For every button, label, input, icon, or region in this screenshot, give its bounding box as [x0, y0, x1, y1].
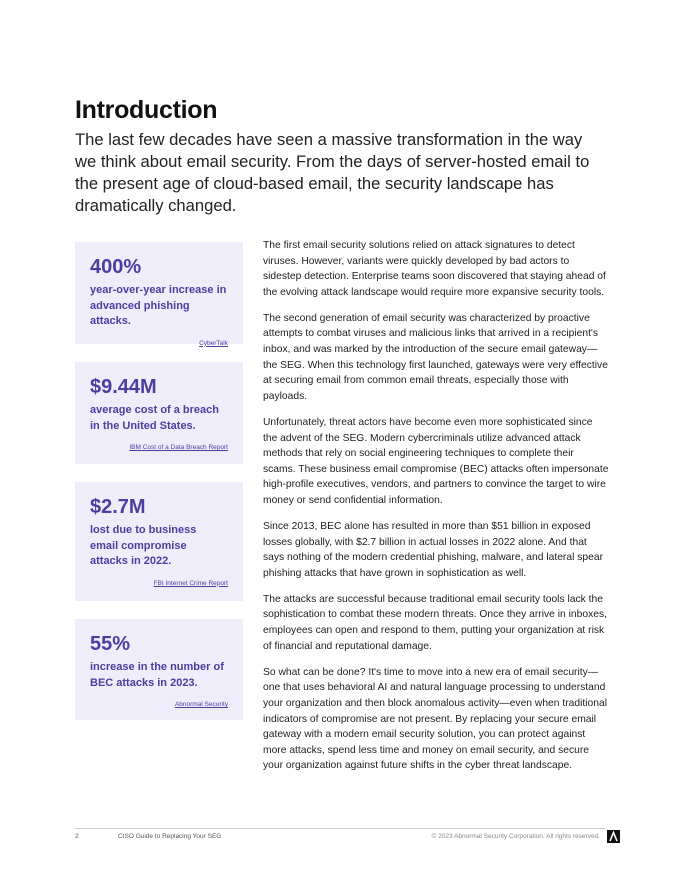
- stat-card-bec-increase: [75, 619, 243, 720]
- body-paragraph: The first email security solutions relied on attack signatures to detect viruses. However, variants were quickly developed by bad actors to sidestep detection. Enterprise teams soon discovered that staying ahead of the evolving attack landscape would require more expansive security tools.: [263, 240, 606, 298]
- body-text-column: [263, 238, 609, 784]
- body-paragraph: The second generation of email security was characterized by proactive attempts to combat viruses and malicious links that arrived in a recipient's inbox, and was marked by the introduction of the secure email gateway—the SEG. When this technology first launched, gateways were very effective at securing email from common email threats, especially those with payloads.: [263, 312, 608, 402]
- stat-value: 400%: [90, 256, 142, 278]
- stat-description: average cost of a breach in the United States.: [90, 404, 220, 432]
- body-paragraph: So what can be done? It's time to move into a new era of email security—one that uses behavioral AI and natural language processing to understand your organization and then block anomalous activity—even when traditional indicators of compromise are not present. By replacing your secure email gateway with a modern email security solution, you can protect against more attacks, spend less time and money on email security, and secure your organization against future shifts in the cyber threat landscape.: [263, 666, 608, 772]
- footer-divider: [75, 828, 605, 829]
- stat-card-phishing: [75, 242, 243, 347]
- stat-source-link[interactable]: FBI Internet Crime Report: [153, 579, 228, 587]
- footer-copyright: © 2023 Abnormal Security Corporation. All rights reserved.: [431, 833, 600, 840]
- footer-document-title: CISO Guide to Replacing Your SEG: [118, 833, 222, 840]
- intro-lead: The last few decades have seen a massive transformation in the way we think about email security. From the days of server-hosted email to the present age of cloud-based email, the security landscape has dramatically changed.: [75, 130, 590, 215]
- stat-card-bec-losses: [75, 482, 243, 601]
- page-title: Introduction: [75, 96, 218, 124]
- stat-value: $9.44M: [90, 376, 157, 398]
- stat-description: lost due to business email compromise attacks in 2022.: [90, 524, 197, 567]
- stat-value: 55%: [90, 633, 131, 655]
- stat-value: $2.7M: [90, 496, 146, 518]
- footer-page-number: 2: [75, 833, 79, 840]
- body-paragraph: The attacks are successful because traditional email security tools lack the sophistication to combat these modern threats. Once they arrive in inboxes, employees can open and respond to them, putting your organization at risk of financial and reputational damage.: [263, 593, 607, 652]
- body-paragraph: Since 2013, BEC alone has resulted in more than $51 billion in exposed losses globally, with $2.7 billion in actual losses in 2022 alone. And that says nothing of the modern credential phishing, malware, and lateral spear phishing attacks that have grown in sophistication as well.: [263, 521, 603, 579]
- body-paragraph: Unfortunately, threat actors have become even more sophisticated since the advent of the SEG. Modern cybercriminals utilize advanced attack methods that rely on social engineering techniques to complete their scams. These business email compromise (BEC) attacks often impersonate high-profile executives, vendors, and partners to convince the target to wire money or send confidential information.: [263, 416, 609, 506]
- stat-source-link[interactable]: Abnormal Security: [174, 701, 228, 708]
- stat-card-breach-cost: [75, 362, 243, 464]
- stat-source-link[interactable]: CyberTalk: [199, 339, 228, 347]
- stat-description: increase in the number of BEC attacks in 2023.: [90, 661, 224, 689]
- stat-description: year-over-year increase in advanced phishing attacks.: [90, 284, 227, 327]
- stat-source-link[interactable]: IBM Cost of a Data Breach Report: [129, 444, 228, 451]
- abnormal-logo-icon: [607, 830, 620, 843]
